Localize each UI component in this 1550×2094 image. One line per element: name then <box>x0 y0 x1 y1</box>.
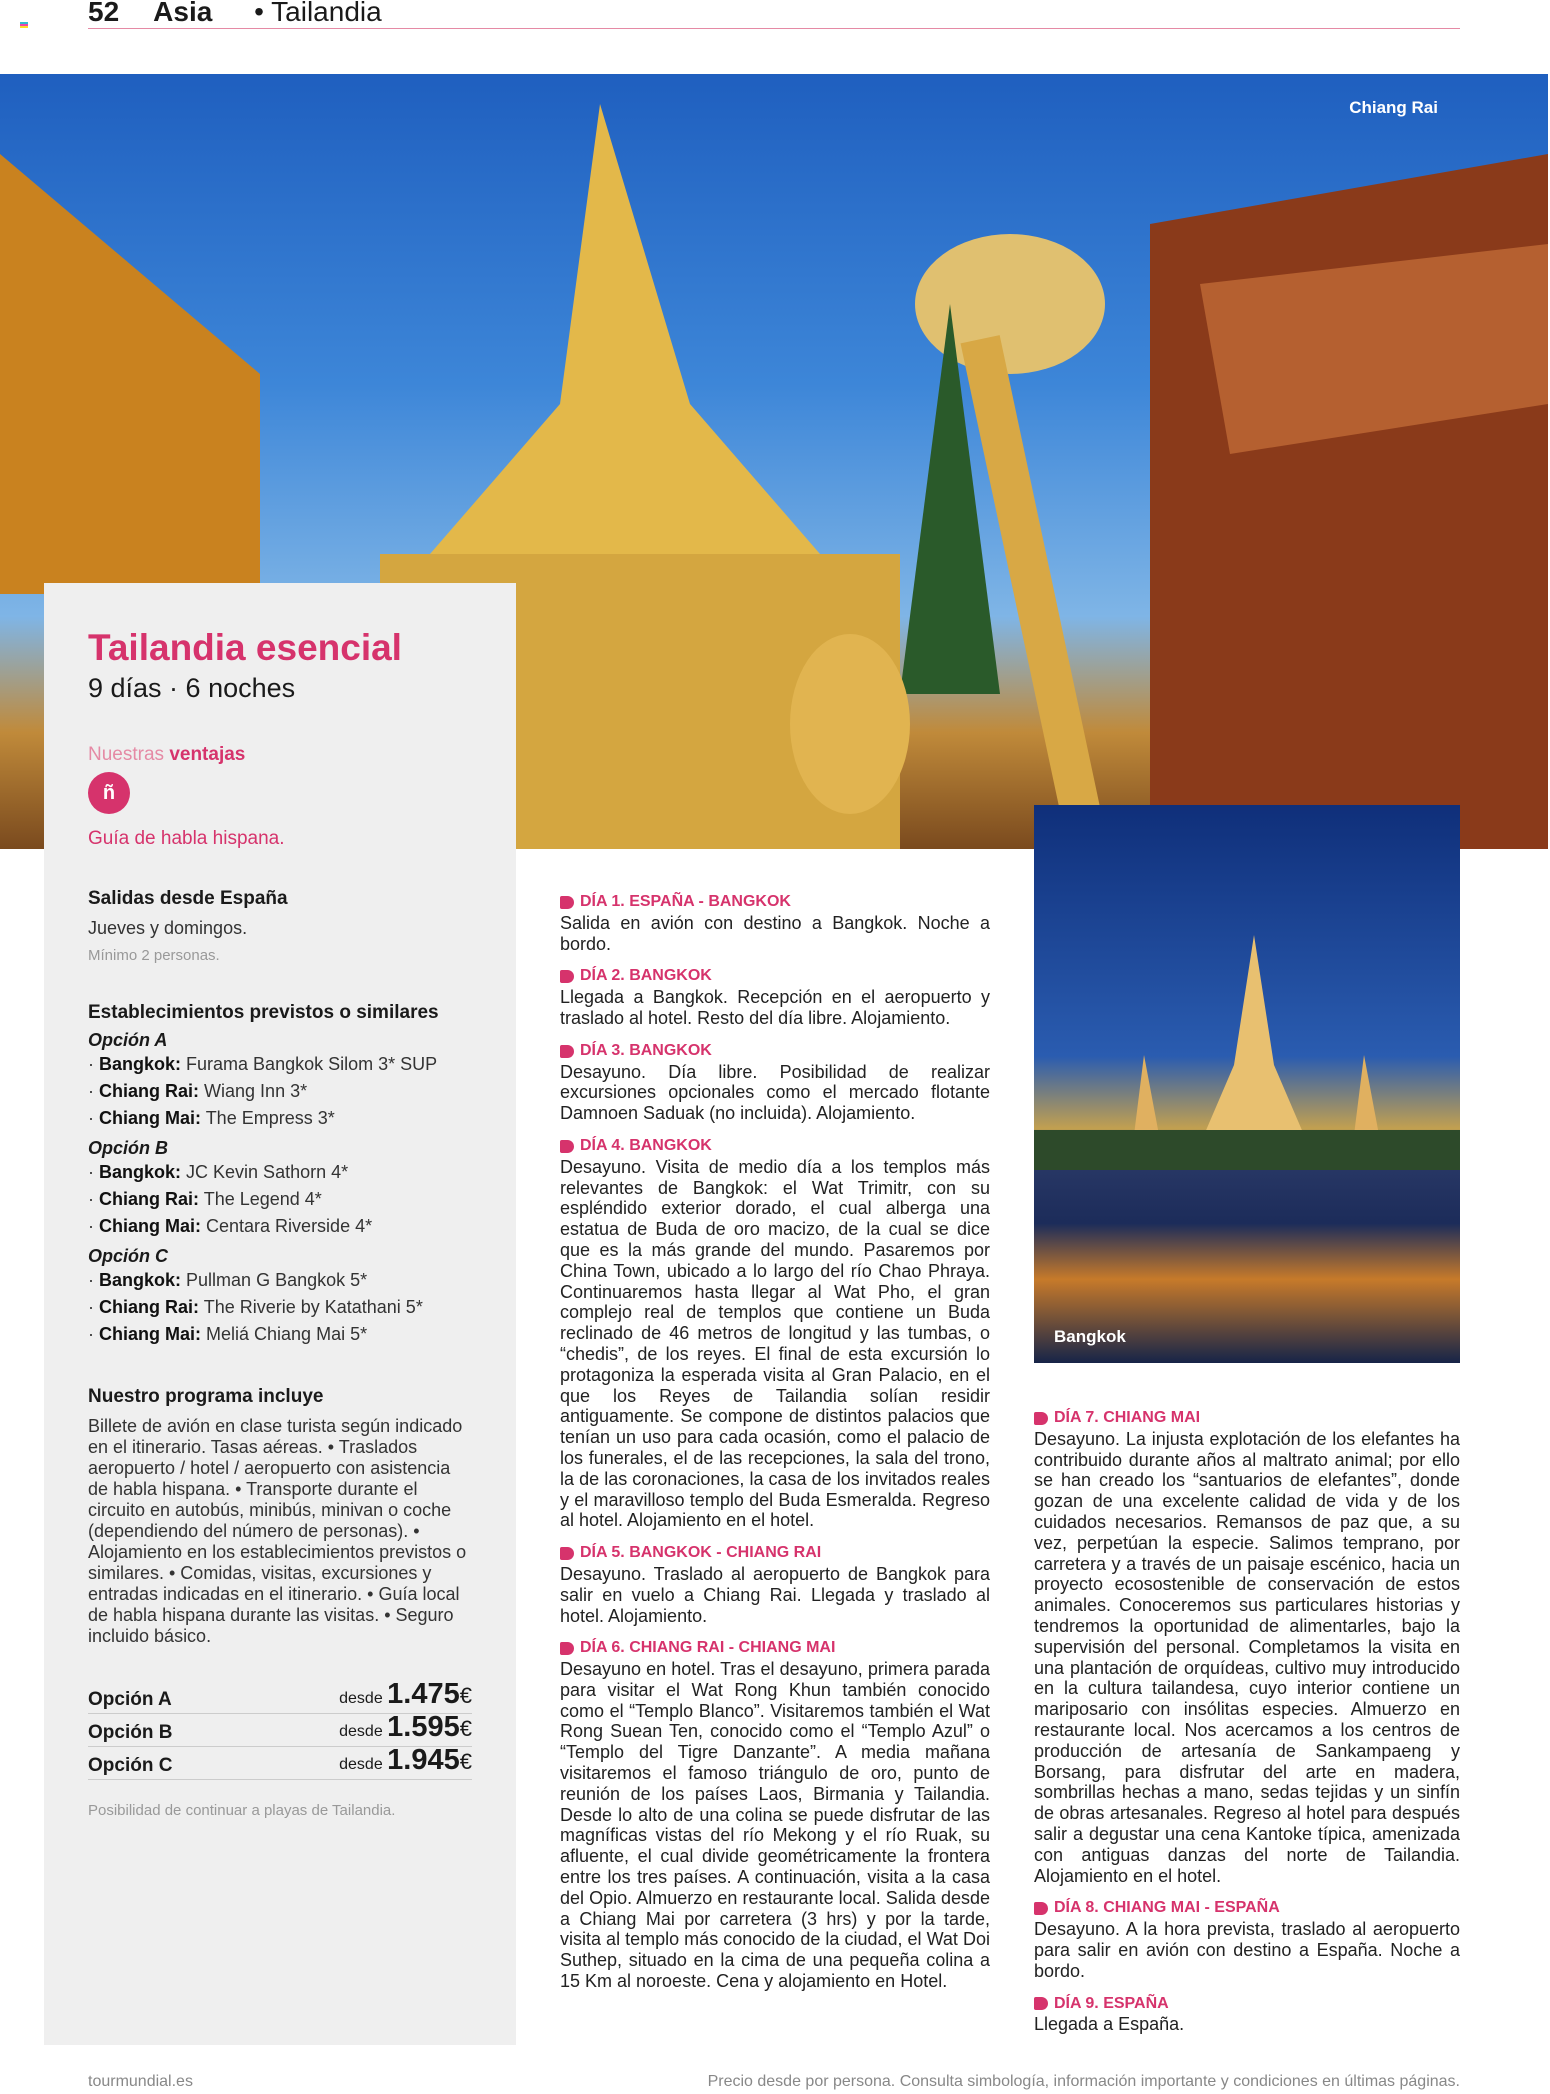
hotel-options <box>88 1030 472 1348</box>
day-title: DÍA 4. BANGKOK <box>560 1136 990 1157</box>
bangkok-photo <box>1034 805 1460 1363</box>
minimum-text: Mínimo 2 personas. <box>88 947 220 964</box>
price-table <box>88 1678 472 1780</box>
photo-caption: Bangkok <box>1054 1327 1126 1346</box>
advantage-text: Guía de habla hispana. <box>88 828 285 849</box>
arrow-icon <box>1034 1997 1048 2010</box>
departures-title: Salidas desde España <box>88 888 288 909</box>
wat-arun-illustration <box>1034 805 1460 1363</box>
day-title: DÍA 6. CHIANG RAI - CHIANG MAI <box>560 1638 990 1659</box>
day-text: Desayuno. A la hora prevista, traslado al aeropuerto para salir en avión con destino a España. Noche a bordo. <box>1034 1919 1460 1981</box>
hotel-item: · Bangkok: JC Kevin Sathorn 4* <box>88 1162 349 1182</box>
includes-text: Billete de avión en clase turista según indicado en el itinerario. Tasas aéreas. • Traslados aeropuerto / hotel / aeropuerto con asistencia de habla hispana. • Transporte durante el circuito en autobús, minibús, minivan o coche (dependiendo del número de personas). • Alojamiento en los establecimientos previstos o similares. • Comidas, visitas, excursiones y entradas indicadas en el itinerario. • Guía local de habla hispana durante las visitas. • Seguro incluido básico. <box>88 1416 467 1646</box>
hotel-item: · Chiang Rai: The Riverie by Katathani 5* <box>88 1297 423 1317</box>
day-title: DÍA 5. BANGKOK - CHIANG RAI <box>560 1543 990 1564</box>
day-text: Desayuno. Visita de medio día a los templos más relevantes de Bangkok: el Wat Trimitr, con su espléndido exterior dorado, el cual alberga una estatua de Buda de oro macizo, de la cual se dice que es la más grande del mundo. Pasaremos por China Town, ubicado a lo largo del río Chao Phraya. Continuaremos hasta llegar al Wat Pho, el gran complejo real de templos que contiene un Buda reclinado de 46 metros de longitud y las tumbas, o “chedis”, de los reyes. El final de esta excursión lo protagoniza la esperada visita al Gran Palacio, en el que los Reyes de Tailandia solían residir antiguamente. Se compone de distintos palacios que tenían un uso para cada ocasión, como el palacio de los funerales, el de las recepciones, la sala del trono, la de las coronaciones, la casa de los invitados reales y el maravilloso templo del Buda Esmeralda. Regreso al hotel. Alojamiento en el hotel. <box>560 1156 990 1531</box>
page-number: 52 <box>88 0 120 27</box>
arrow-icon <box>560 970 574 983</box>
day-text: Desayuno en hotel. Tras el desayuno, primera parada para visitar el Wat Rong Khun también conocido como el “Templo Blanco”. Visitaremos también el Wat Rong Suean Ten, conocido como el “Templo Azul” o “Templo del Tigre Danzante”. A media mañana visitaremos el famoso triángulo de oro, punto de reunión de los países Laos, Birmania y Tailandia. Desde lo alto de una colina se puede disfrutar de las magníficas vistas del río Mekong y el río Ruak, su afluente, el cual divide geométricamente la frontera entre los tres países. A continuación, visita a la casa del Opio. Almuerzo en restaurante local. Salida desde a Chiang Mai por carretera (3 hrs) y por la tarde, visita al templo más conocido de la ciudad, el Wat Doi Suthep, situado en la cima de una pequeña colina a 15 Km al noroeste. Cena y alojamiento en Hotel. <box>560 1659 990 1992</box>
itinerary-column-1 <box>560 892 990 1992</box>
region: Asia <box>153 0 213 27</box>
day-text: Desayuno. Traslado al aeropuerto de Bangkok para salir en vuelo a Chiang Rai. Llegada y traslado al hotel. Alojamiento. <box>560 1563 990 1626</box>
day-title: DÍA 3. BANGKOK <box>560 1041 990 1062</box>
country: Tailandia <box>271 0 382 27</box>
day-title: DÍA 8. CHIANG MAI - ESPAÑA <box>1034 1898 1460 1919</box>
arrow-icon <box>1034 1902 1048 1915</box>
hotel-item: · Bangkok: Furama Bangkok Silom 3* SUP <box>88 1054 438 1074</box>
trip-title: Tailandia esencial <box>88 627 402 668</box>
hotel-item: · Chiang Mai: Centara Riverside 4* <box>88 1216 373 1236</box>
arrow-icon <box>560 1140 574 1153</box>
arrow-icon <box>560 1045 574 1058</box>
includes-title: Nuestro programa incluye <box>88 1386 324 1407</box>
day-text: Desayuno. Día libre. Posibilidad de realizar excursiones opcionales como el mercado flotante Damnoen Saduak (no incluida). Alojamiento. <box>560 1061 990 1124</box>
day-title: DÍA 1. ESPAÑA - BANGKOK <box>560 892 990 913</box>
spanish-guide-icon: ñ <box>88 772 130 814</box>
footer-site[interactable]: tourmundial.es <box>88 2073 193 2090</box>
hotel-item: · Chiang Rai: Wiang Inn 3* <box>88 1081 308 1101</box>
day-text: Llegada a Bangkok. Recepción en el aeropuerto y traslado al hotel. Resto del día libre. Alojamiento. <box>560 987 990 1028</box>
photo-caption: Chiang Rai <box>1349 98 1438 117</box>
option-label: Opción A <box>88 1030 168 1050</box>
arrow-icon <box>1034 1412 1048 1425</box>
arrow-icon <box>560 1547 574 1560</box>
day-title: DÍA 7. CHIANG MAI <box>1034 1408 1460 1429</box>
day-text: Salida en avión con destino a Bangkok. Noche a bordo. <box>560 912 990 954</box>
day-text: Desayuno. La injusta explotación de los elefantes ha contribuido durante años al maltrato animal; por ello se han creado los “santuarios de elefantes”, donde gozan de una excelente calidad de vida y de los cuidados necesarios. Remansos de paz que, a su vez, perpetúan la especie. Salimos temprano, por carretera y a través de un paisaje escénico, hacia un proyecto ecosostenible de conservación de estos animales. Conoceremos sus particulares historias y tendremos la oportunidad de alimentarles, bajo la supervisión del personal. Completamos la visita en una plantación de orquídeas, cultivo muy introducido en la cultura tailandesa, cuyo interior contiene un mariposario con insólitas especies. Almuerzo en restaurante local. Nos acercamos a los centros de producción de artesanía de Sankampaeng y Borsang, para disfrutar del arte en madera, sombrillas hechas a mano, sedas tejidas y un sinfín de obras artesanales. Regreso al hotel para después salir a degustar una cena Kantoke típica, amenizada con antiguas danzas del norte de Tailandia. Alojamiento en el hotel. <box>1034 1428 1460 1886</box>
option-label: Opción C <box>88 1246 168 1266</box>
option-label: Opción B <box>88 1138 168 1158</box>
hotel-item: · Bangkok: Pullman G Bangkok 5* <box>88 1270 368 1290</box>
arrow-icon <box>560 896 574 909</box>
arrow-icon <box>560 1642 574 1655</box>
price-row: Opción A desde 1.475€ <box>88 1681 472 1714</box>
hotel-item: · Chiang Mai: Meliá Chiang Mai 5* <box>88 1324 368 1344</box>
beach-note: Posibilidad de continuar a playas de Tailandia. <box>88 1802 396 1819</box>
departures-text: Jueves y domingos. <box>88 918 248 938</box>
day-title: DÍA 2. BANGKOK <box>560 966 990 987</box>
itinerary-column-2 <box>1034 1408 1460 2035</box>
price-row: Opción B desde 1.595€ <box>88 1714 472 1747</box>
price-row: Opción C desde 1.945€ <box>88 1747 472 1780</box>
trip-summary-panel <box>44 583 516 2045</box>
trip-duration: 9 días · 6 noches <box>88 673 296 703</box>
hotel-item: · Chiang Mai: The Empress 3* <box>88 1108 335 1128</box>
advantages-label: Nuestras ventajas <box>88 744 246 765</box>
day-title: DÍA 9. ESPAÑA <box>1034 1994 1460 2015</box>
page-header: 52 Asia • Tailandia <box>88 0 382 28</box>
footer-note: Precio desde por persona. Consulta simbología, información importante y condiciones en últimas páginas. <box>707 2073 1460 2090</box>
hotel-item: · Chiang Rai: The Legend 4* <box>88 1189 322 1209</box>
header-divider <box>88 28 1460 29</box>
hotels-title: Establecimientos previstos o similares <box>88 1002 439 1023</box>
print-marks <box>20 22 28 28</box>
day-text: Llegada a España. <box>1034 2014 1185 2035</box>
